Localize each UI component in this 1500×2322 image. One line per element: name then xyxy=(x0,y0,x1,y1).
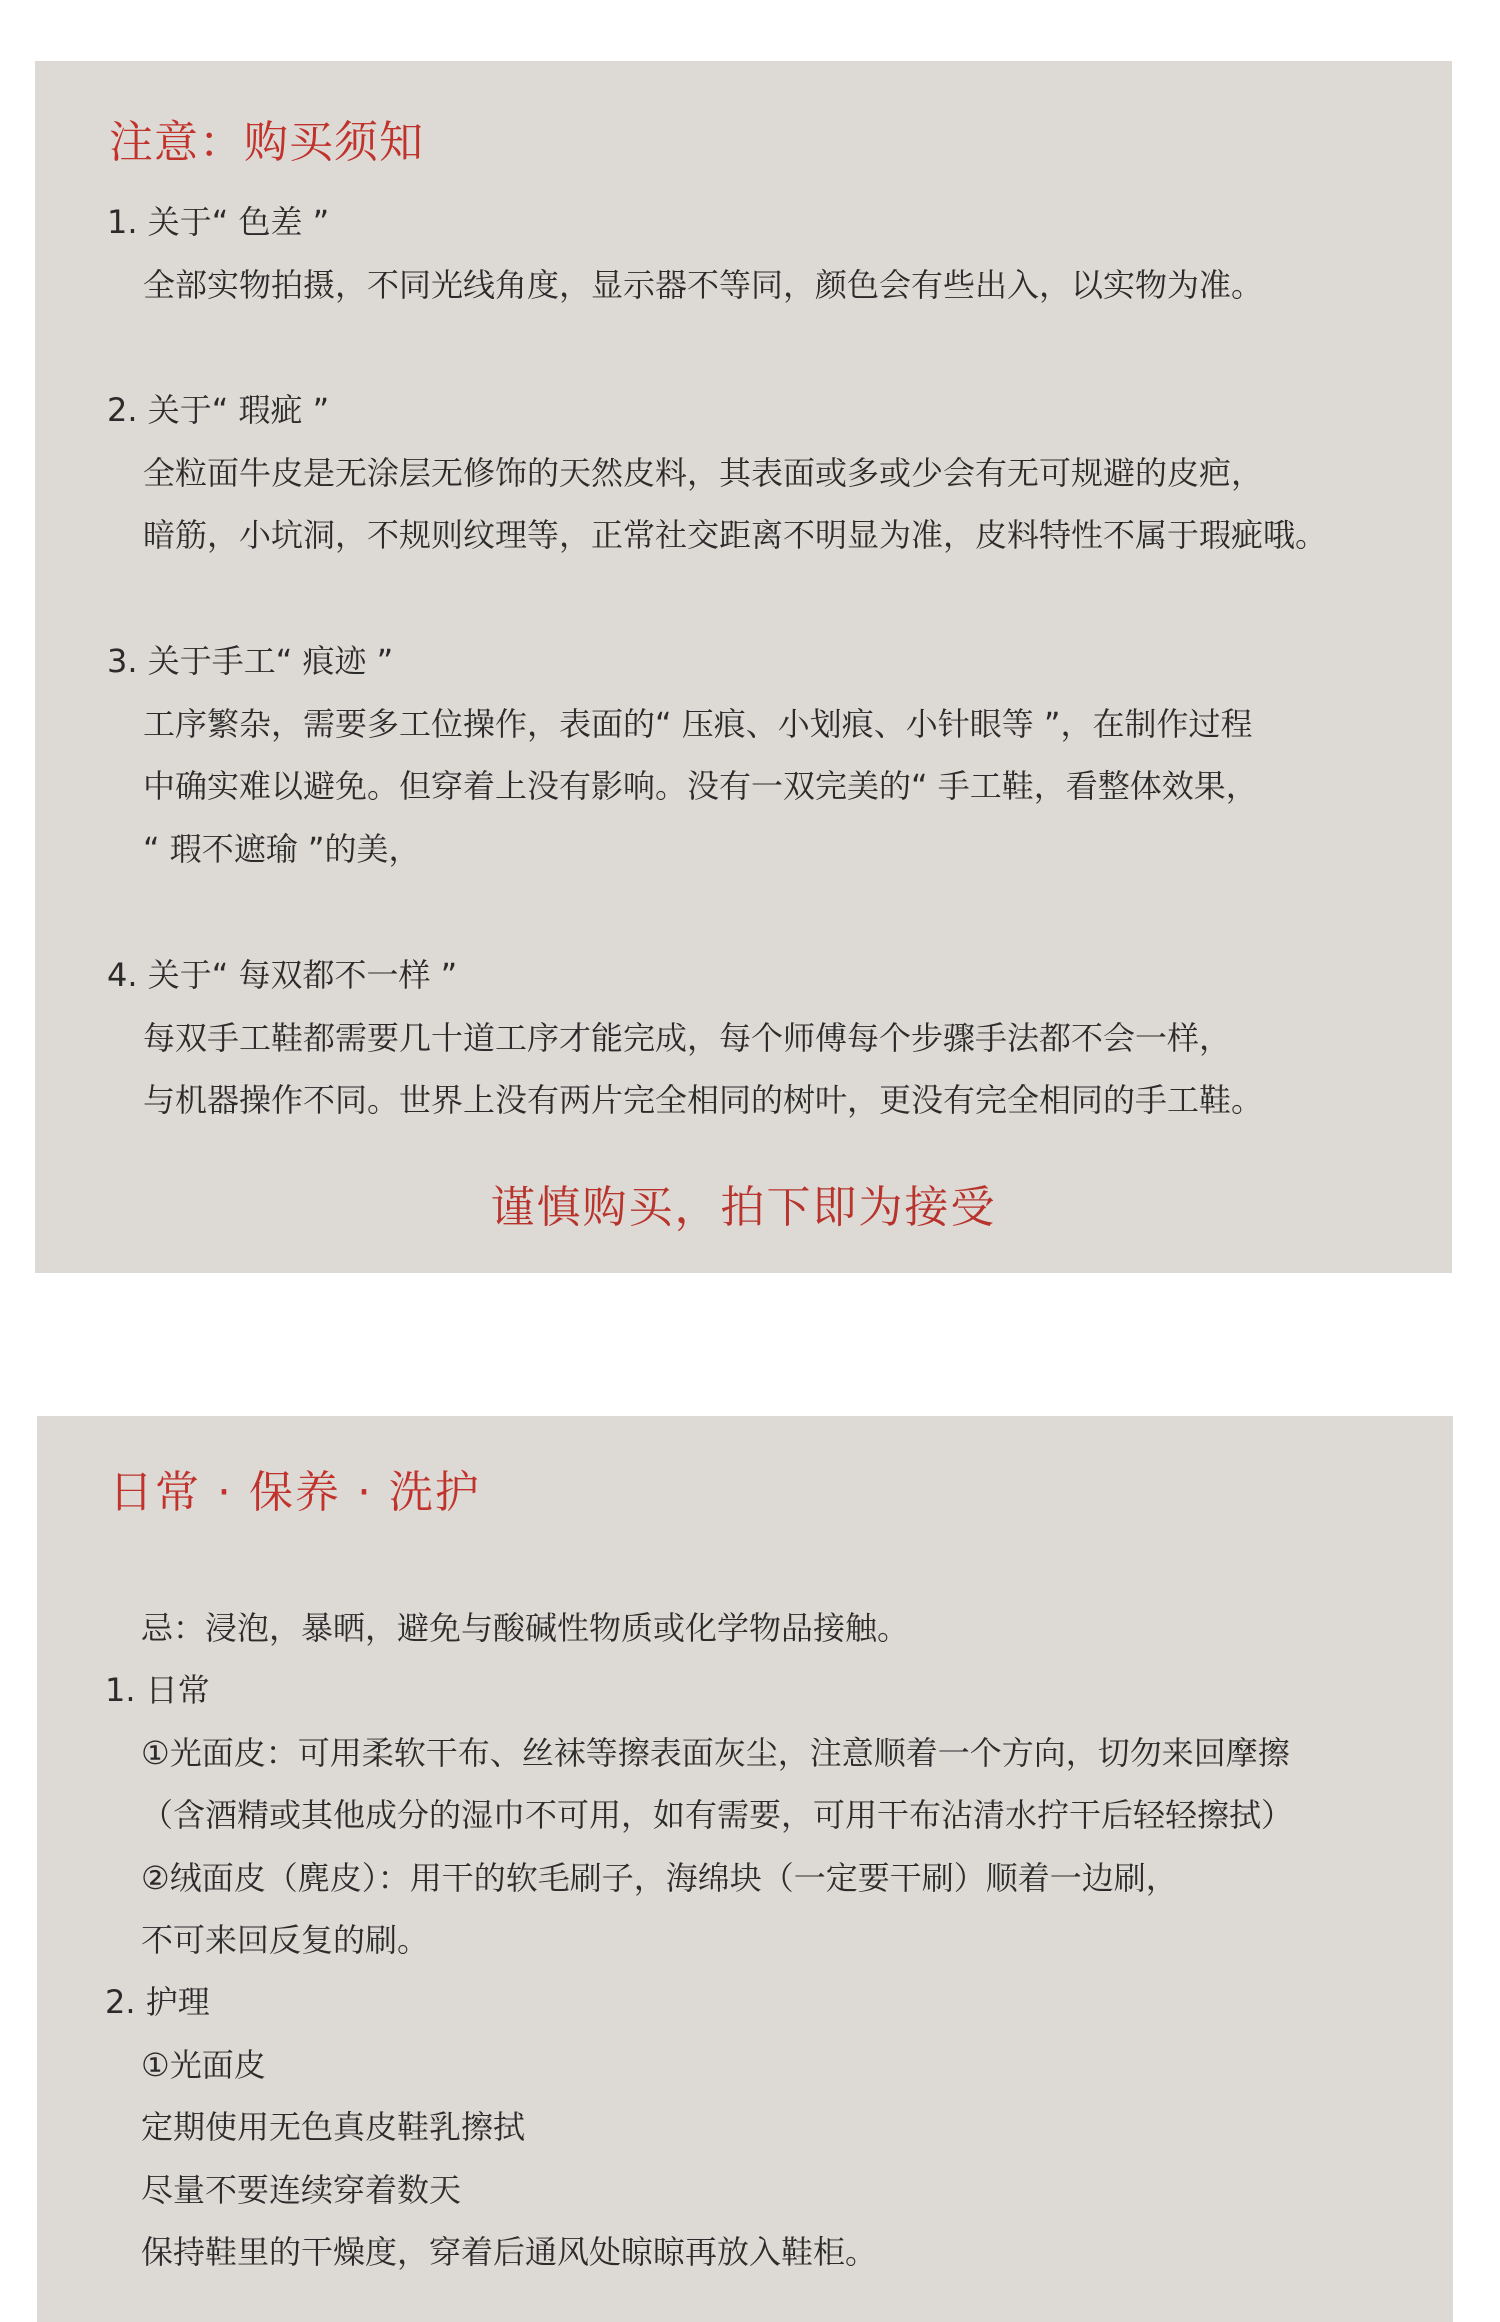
care-title: 日常 · 保养 · 洗护 xyxy=(109,1467,481,1518)
care-warning: 忌：浸泡，暴晒，避免与酸碱性物质或化学物品接触。 xyxy=(141,1609,910,1647)
notice-heading-color-difference: 1. 关于“ 色差 ” xyxy=(107,203,330,241)
care-heading-maintenance: 2. 护理 xyxy=(105,1983,210,2021)
notice-text-line: 全粒面牛皮是无涂层无修饰的天然皮料，其表面或多或少会有无可规避的皮疤， xyxy=(143,454,1264,492)
care-text-line: 尽量不要连续穿着数天 xyxy=(141,2171,462,2209)
care-instructions-panel xyxy=(37,1416,1453,2322)
purchase-caution-closing: 谨慎购买，拍下即为接受 xyxy=(490,1182,997,1233)
notice-heading-handmade-marks: 3. 关于手工“ 痕迹 ” xyxy=(107,642,394,680)
notice-text-line: 全部实物拍摄，不同光线角度，显示器不等同，颜色会有些出入，以实物为准。 xyxy=(143,266,1264,304)
notice-text-line: 工序繁杂，需要多工位操作，表面的“ 压痕、小划痕、小针眼等 ”，在制作过程 xyxy=(143,705,1253,743)
care-text-line: 保持鞋里的干燥度，穿着后通风处晾晾再放入鞋柜。 xyxy=(141,2233,878,2271)
care-text-line: ②绒面皮（麂皮）：用干的软毛刷子，海绵块（一定要干刷）顺着一边刷， xyxy=(141,1859,1178,1897)
notice-title: 注意：购买须知 xyxy=(109,117,424,168)
care-text-line: 定期使用无色真皮鞋乳擦拭 xyxy=(141,2108,526,2146)
notice-heading-flaws: 2. 关于“ 瑕疵 ” xyxy=(107,391,330,429)
care-heading-daily: 1. 日常 xyxy=(105,1671,210,1709)
care-text-line: ①光面皮 xyxy=(141,2046,266,2084)
notice-text-line: 中确实难以避免。但穿着上没有影响。没有一双完美的“ 手工鞋，看整体效果， xyxy=(143,767,1258,805)
care-text-line: （含酒精或其他成分的湿巾不可用，如有需要，可用干布沾清水拧干后轻轻擦拭） xyxy=(141,1796,1294,1834)
notice-text-line: 暗筋，小坑洞，不规则纹理等，正常社交距离不明显为准，皮料特性不属于瑕疵哦。 xyxy=(143,516,1328,554)
notice-text-line: 每双手工鞋都需要几十道工序才能完成，每个师傅每个步骤手法都不会一样， xyxy=(143,1019,1232,1057)
notice-text-line: “ 瑕不遮瑜 ”的美， xyxy=(143,830,421,868)
purchase-notice-panel xyxy=(35,61,1452,1273)
notice-text-line: 与机器操作不同。世界上没有两片完全相同的树叶，更没有完全相同的手工鞋。 xyxy=(143,1081,1264,1119)
care-text-line: 不可来回反复的刷。 xyxy=(141,1921,430,1959)
notice-heading-each-pair-unique: 4. 关于“ 每双都不一样 ” xyxy=(107,956,458,994)
care-text-line: ①光面皮：可用柔软干布、丝袜等擦表面灰尘，注意顺着一个方向，切勿来回摩擦 xyxy=(141,1734,1290,1772)
